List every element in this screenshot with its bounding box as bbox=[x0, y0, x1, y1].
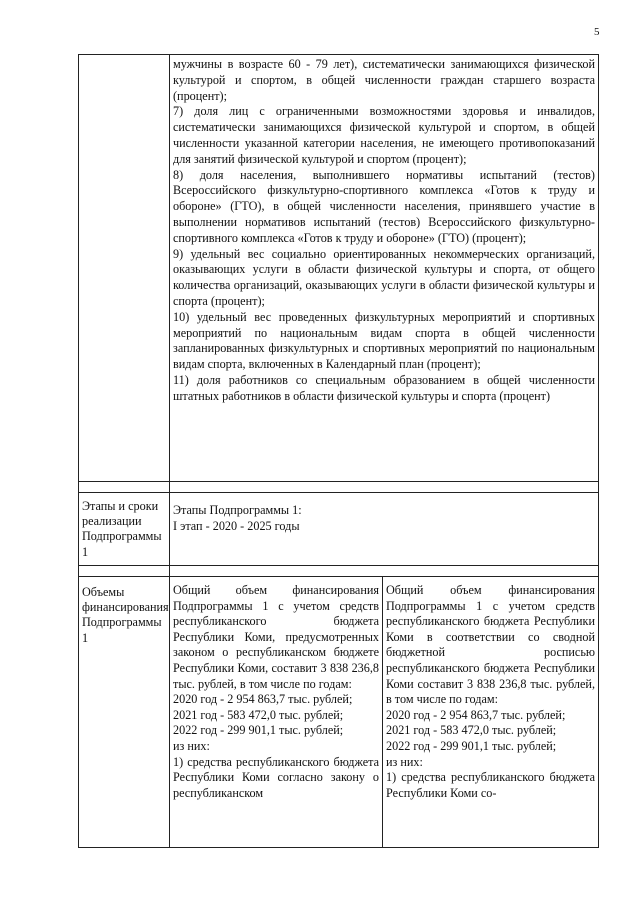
indicators-content-cell bbox=[170, 55, 599, 482]
stages-line: Этапы Подпрограммы 1: bbox=[173, 503, 302, 517]
page-number: 5 bbox=[594, 26, 600, 38]
funding-row bbox=[79, 577, 599, 848]
stages-label: Этапы и сроки реализации Подпрограммы 1 bbox=[79, 493, 170, 566]
indicator-item: 10) удельный вес проведенных физкультурных мероприятий и спортивных мероприятий по национальным видам спорта в общей численности запланированных физкультурных и спортивных мероприятий по национальным видам спорта, включенных в Календарный план (процент); bbox=[173, 309, 595, 372]
funding-intro: Общий объем финансирования Подпрограммы 1 с учетом средств республиканского бюджета Республики Коми в соответствии со сводной бюджетной росписью республиканского бюджета Республики Коми составит 3 838 236,8 тыс. рублей, в том числе по годам: bbox=[386, 583, 595, 707]
indicator-item: 7) доля лиц с ограниченными возможностями здоровья и инвалидов, систематически занимающихся физической культурой и спортом, в общей численности указанной категории населения, не имеющего противопоказаний для занятий физической культурой и спортом (процент); bbox=[173, 104, 595, 166]
indicator-item: 9) удельный вес социально ориентированных некоммерческих организаций, оказывающих услуги в области физической культуры и спорта, от общего количества организаций, оказывающих услуги в области физической культуры и спорта (процент); bbox=[173, 246, 595, 308]
indicator-item: 11) доля работников со специальным образованием в общей численности штатных работников в области физической культуры и спорта (процент) bbox=[173, 372, 595, 403]
stages-line: I этап - 2020 - 2025 годы bbox=[173, 518, 300, 533]
funding-left-column bbox=[170, 577, 383, 848]
indicators-row bbox=[79, 55, 599, 482]
funding-year-line: 2021 год - 583 472,0 тыс. рублей; bbox=[173, 707, 344, 722]
funding-of-them: из них: bbox=[386, 754, 423, 769]
indicator-item: 8) доля населения, выполнившего нормативы испытаний (тестов) Всероссийского физкультурно-спортивного комплекса «Готов к труду и обороне» (ГТО), в общей численности населения, принявшего участие в выполнении нормативов испытаний (тестов) Всероссийского физкультурно-спортивного комплекса «Готов к труду и обороне» (ГТО) (процент); bbox=[173, 167, 595, 245]
stages-content-cell bbox=[170, 493, 599, 566]
indicators-label-cell bbox=[79, 55, 170, 482]
funding-item: 1) средства республиканского бюджета Республики Коми со- bbox=[386, 770, 595, 800]
funding-intro: Общий объем финансирования Подпрограммы 1 с учетом средств республиканского бюджета Республики Коми, предусмотренных законом о республиканском бюджете Республики Коми, составит 3 838 236,8 тыс. рублей, в том числе по годам: bbox=[173, 583, 379, 691]
funding-item: 1) средства республиканского бюджета Республики Коми согласно закону о республиканском bbox=[173, 754, 379, 800]
funding-year-line: 2022 год - 299 901,1 тыс. рублей; bbox=[173, 723, 344, 738]
indicator-item: мужчины в возрасте 60 - 79 лет), систематически занимающихся физической культурой и спортом, в общей численности граждан старшего возраста (процент); bbox=[173, 57, 595, 103]
funding-right-column bbox=[383, 577, 599, 848]
funding-year-line: 2020 год - 2 954 863,7 тыс. рублей; bbox=[173, 692, 353, 707]
funding-label: Объемы финансирования Подпрограммы 1 bbox=[79, 577, 170, 848]
subprogram-passport-table bbox=[78, 54, 599, 848]
stages-row bbox=[79, 493, 599, 566]
funding-year-line: 2021 год - 583 472,0 тыс. рублей; bbox=[386, 723, 557, 738]
funding-year-line: 2020 год - 2 954 863,7 тыс. рублей; bbox=[386, 707, 566, 722]
funding-year-line: 2022 год - 299 901,1 тыс. рублей; bbox=[386, 738, 557, 753]
funding-of-them: из них: bbox=[173, 738, 210, 753]
